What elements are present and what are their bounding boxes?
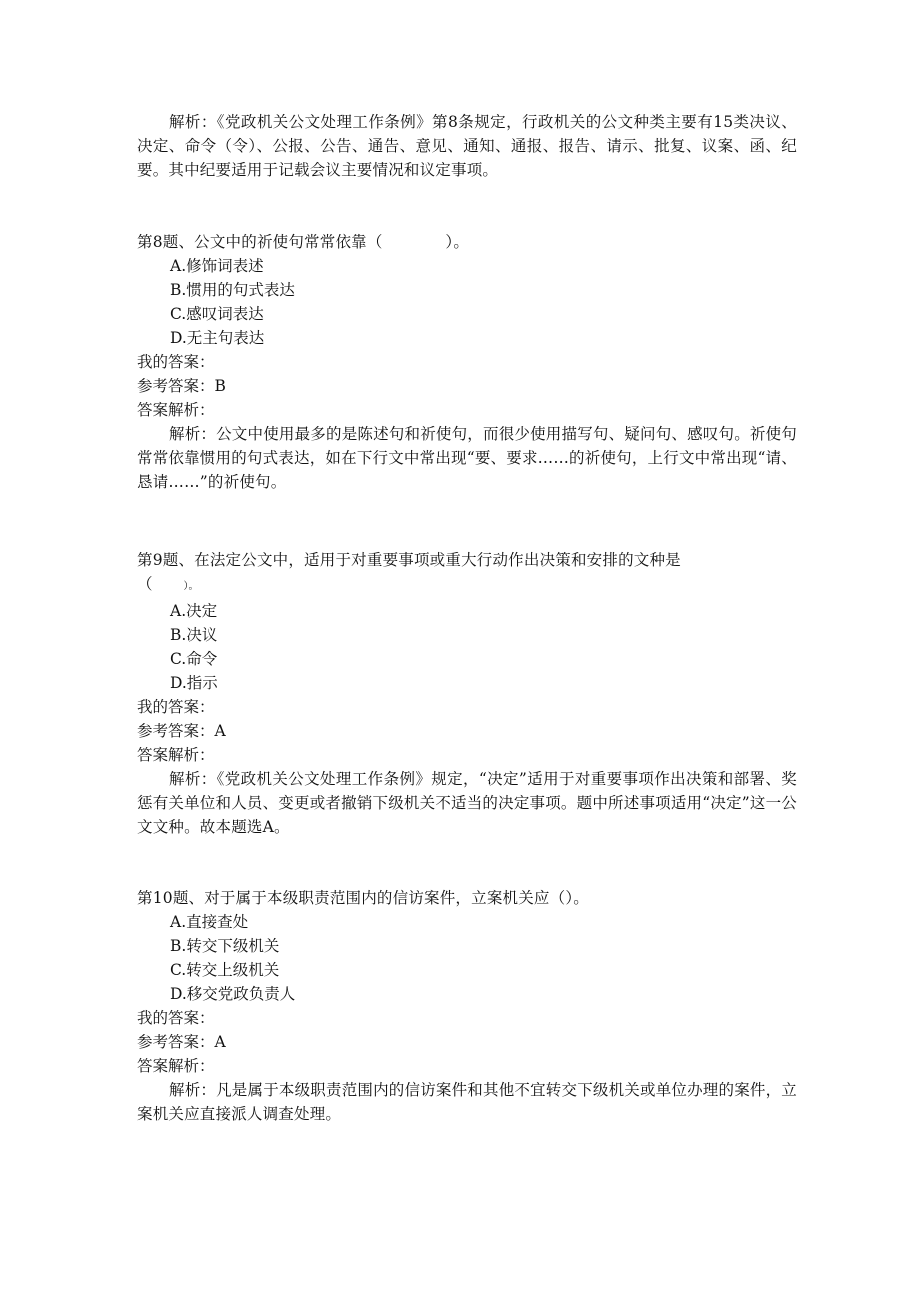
intro-analysis-text: 解析：《党政机关公文处理工作条例》第8条规定，行政机关的公文种类主要有15类决议、决定、命令（令）、公报、公告、通告、意见、通知、通报、报告、请示、批复、议案、函、纪要。其中纪要适用于记载会议主要情况和议定事项。 bbox=[137, 113, 797, 179]
question-10-option-d: D.移交党政负责人 bbox=[170, 985, 296, 1003]
question-9-option-d: D.指示 bbox=[170, 674, 218, 692]
question-9-paren-close: ）。 bbox=[183, 581, 199, 592]
question-9-paren-open: （ bbox=[137, 575, 184, 593]
question-9-analysis: 解析：《党政机关公文处理工作条例》规定，“决定”适用于对重要事项作出决策和部署、奖惩有关单位和人员、变更或者撤销下级机关不适当的决定事项。题中所述事项适用“决定”这一公文文种。故本题选A。 bbox=[137, 770, 797, 836]
question-8-option-b: B.惯用的句式表达 bbox=[170, 281, 295, 299]
question-10-reference-answer: 参考答案：A bbox=[137, 1033, 226, 1051]
question-9-option-c: C.命令 bbox=[170, 650, 218, 668]
question-8-title: 第8题、公文中的祈使句常常依靠（ ）。 bbox=[137, 233, 470, 251]
question-10-option-a: A.直接查处 bbox=[170, 913, 249, 931]
question-8-reference-answer: 参考答案：B bbox=[137, 377, 226, 395]
question-10-title: 第10题、对于属于本级职责范围内的信访案件，立案机关应（）。 bbox=[137, 889, 589, 907]
question-10-my-answer: 我的答案： bbox=[137, 1009, 215, 1027]
question-9-reference-answer: 参考答案：A bbox=[137, 722, 226, 740]
question-10-option-c: C.转交上级机关 bbox=[170, 961, 280, 979]
question-8-analysis: 解析：公文中使用最多的是陈述句和祈使句，而很少使用描写句、疑问句、感叹句。祈使句常常依靠惯用的句式表达，如在下行文中常出现“要、要求……的祈使句，上行文中常出现“请、恳请……”的祈使句。 bbox=[137, 425, 798, 491]
intro-analysis-block bbox=[137, 110, 797, 182]
question-10 bbox=[137, 886, 797, 1126]
question-9 bbox=[137, 548, 797, 839]
question-8-option-a: A.修饰词表述 bbox=[170, 257, 264, 275]
question-9-title-line2 bbox=[137, 572, 797, 599]
question-8-option-c: C.感叹词表达 bbox=[170, 305, 264, 323]
question-9-my-answer: 我的答案： bbox=[137, 698, 215, 716]
question-10-option-b: B.转交下级机关 bbox=[170, 937, 280, 955]
question-9-option-b: B.决议 bbox=[170, 626, 218, 644]
question-8-analysis-label: 答案解析： bbox=[137, 401, 215, 419]
question-8-option-d: D.无主句表达 bbox=[170, 329, 265, 347]
question-8-my-answer: 我的答案： bbox=[137, 353, 215, 371]
question-9-title-line1: 第9题、在法定公文中，适用于对重要事项或重大行动作出决策和安排的文种是 bbox=[137, 551, 681, 569]
question-10-analysis-label: 答案解析： bbox=[137, 1057, 215, 1075]
question-10-analysis: 解析：凡是属于本级职责范围内的信访案件和其他不宜转交下级机关或单位办理的案件，立案机关应直接派人调查处理。 bbox=[137, 1081, 798, 1123]
question-9-option-a: A.决定 bbox=[170, 602, 218, 620]
question-8 bbox=[137, 230, 797, 494]
question-9-analysis-label: 答案解析： bbox=[137, 746, 215, 764]
